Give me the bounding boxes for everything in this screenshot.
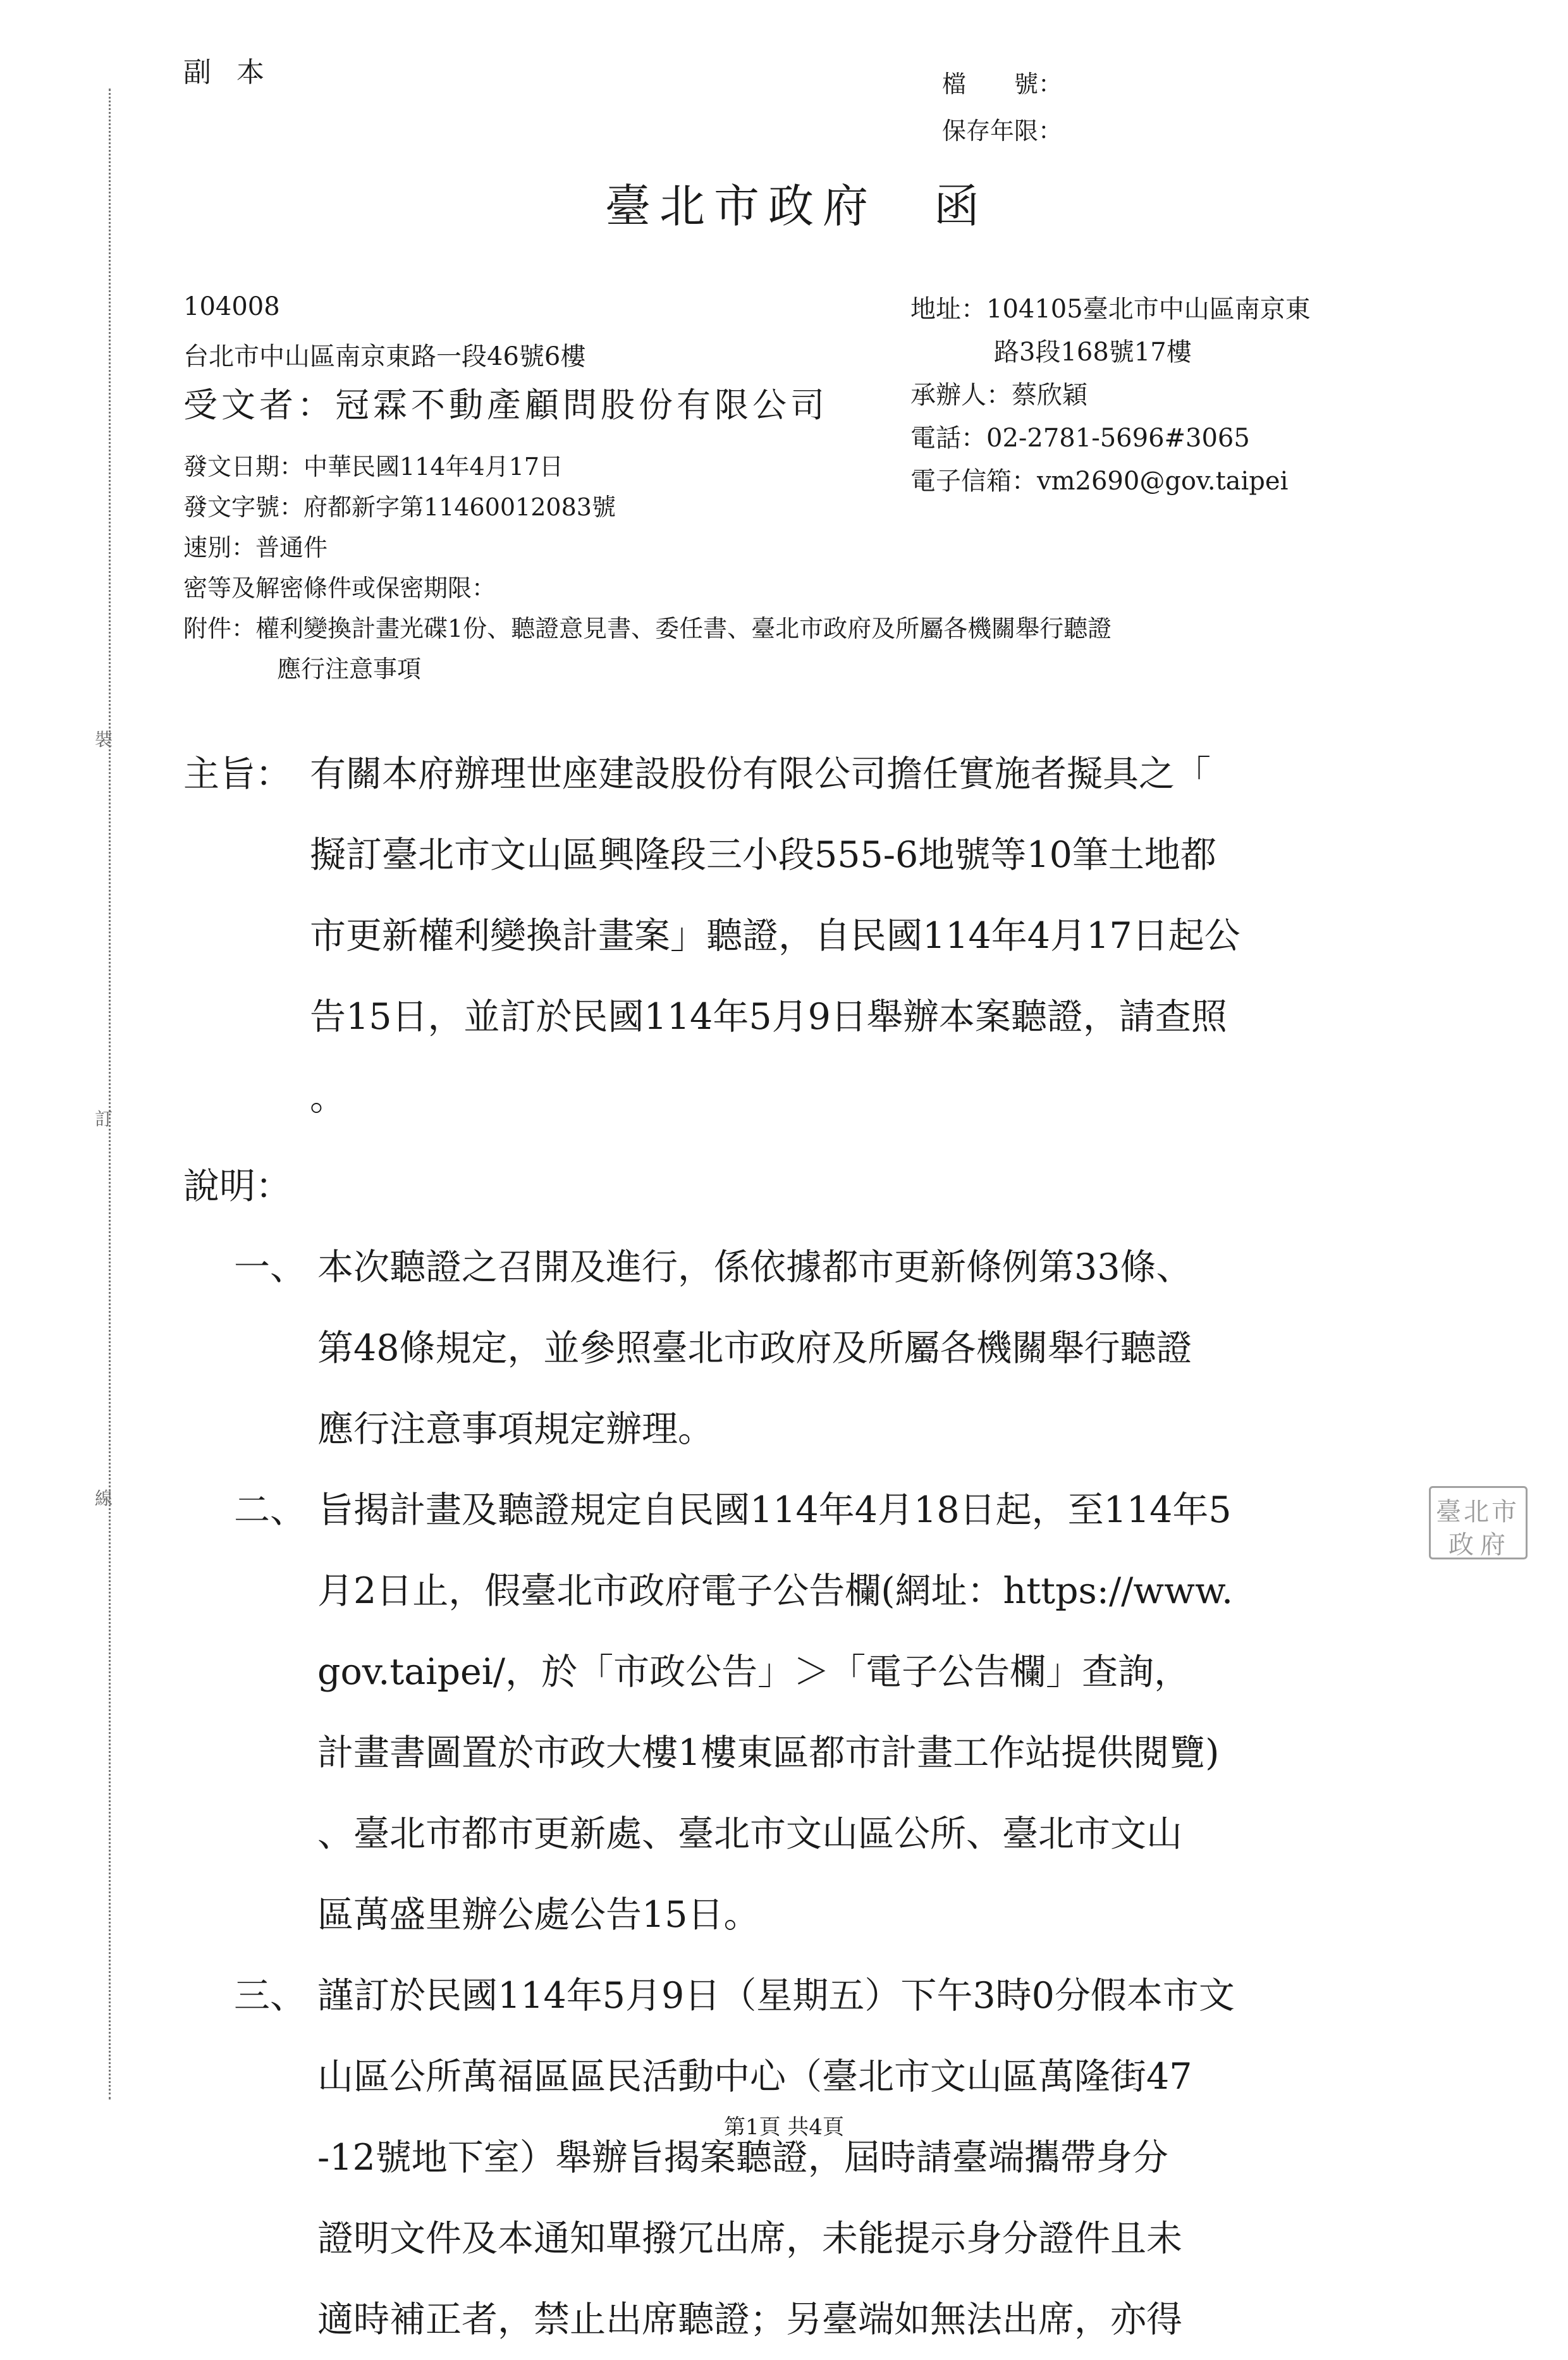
sender-handler: 承辦人：蔡欣穎 — [910, 381, 1087, 410]
sender-email: 電子信箱：vm2690@gov.taipei — [910, 467, 1289, 496]
item-number: 一、 — [234, 1246, 306, 1288]
item-line: 證明文件及本通知單撥冗出席，未能提示身分證件且未 — [317, 2218, 1182, 2259]
item-number: 二、 — [234, 1489, 306, 1531]
subject-label: 主旨： — [183, 753, 291, 795]
document-title — [0, 169, 1568, 235]
binding-mark-top: 裝 — [95, 729, 113, 750]
security-level: 密等及解密條件或保密期限： — [183, 574, 496, 602]
subject-line: 擬訂臺北市文山區興隆段三小段555-6地號等10筆土地都 — [310, 834, 1216, 876]
sender-address-line2: 路3段168號17樓 — [994, 338, 1192, 367]
item-line: -12號地下室）舉辦旨揭案聽證，屆時請臺端攜帶身分 — [317, 2137, 1168, 2179]
item-line: 區萬盛里辦公處公告15日。 — [317, 1894, 760, 1936]
document-meta — [183, 446, 1112, 689]
item-number: 三、 — [234, 1975, 306, 2017]
sender-address-line1: 地址：104105臺北市中山區南京東 — [910, 295, 1311, 324]
retention-label: 保存年限： — [942, 117, 1063, 145]
subject-text — [183, 734, 1397, 1138]
stamp-char: 臺 — [1436, 1497, 1461, 1527]
subject-line: 市更新權利變換計畫案」聽證，自民國114年4月17日起公 — [310, 915, 1240, 957]
item-line: 第48條規定，並參照臺北市政府及所屬各機關舉行聽證 — [317, 1327, 1192, 1369]
binding-mark-bottom: 線 — [95, 1488, 113, 1509]
speed-class: 速別：普通件 — [183, 534, 328, 562]
item-line: 本次聽證之召開及進行，係依據都市更新條例第33條、 — [317, 1246, 1192, 1288]
item-line: 謹訂於民國114年5月9日（星期五）下午3時0分假本市文 — [317, 1975, 1235, 2017]
explanation-item-3 — [183, 1955, 1397, 2360]
binding-line — [109, 89, 111, 2099]
item-line: 計畫書圖置於市政大樓1樓東區都市計畫工作站提供閱覽) — [317, 1732, 1220, 1774]
binding-mark-middle: 訂 — [95, 1109, 113, 1129]
stamp-char: 北 — [1464, 1497, 1489, 1527]
attachments-line2: 應行注意事項 — [277, 655, 422, 683]
stamp-char: 市 — [1491, 1497, 1517, 1527]
issue-date: 發文日期：中華民國114年4月17日 — [183, 453, 564, 481]
item-line: 月2日止，假臺北市政府電子公告欄(網址：https://www. — [317, 1570, 1234, 1612]
subject-line: 。 — [310, 1077, 346, 1119]
issuing-organization: 臺北市政府 — [604, 180, 877, 233]
archive-number-label: 檔 號： — [942, 70, 1063, 98]
explanation-item-1 — [183, 1227, 1397, 1470]
attachments-line1: 附件：權利變換計畫光碟1份、聽證意見書、委任書、臺北市政府及所屬各機關舉行聽證 — [183, 615, 1112, 642]
copy-label: 副本 — [183, 56, 290, 89]
explanation-item-2 — [183, 1470, 1397, 1955]
item-line: gov.taipei/，於「市政公告」＞「電子公告欄」查詢， — [317, 1651, 1191, 1693]
stamp-char: 府 — [1480, 1530, 1505, 1559]
official-seal-stamp — [1429, 1486, 1528, 1559]
recipient-address: 台北市中山區南京東路一段46號6樓 — [183, 342, 586, 371]
recipient-zip: 104008 — [183, 292, 280, 321]
item-line: 、臺北市都市更新處、臺北市文山區公所、臺北市文山 — [317, 1813, 1182, 1855]
item-line: 旨揭計畫及聽證規定自民國114年4月18日起，至114年5 — [317, 1489, 1232, 1531]
recipient-name: 受文者：冠霖不動產顧問股份有限公司 — [183, 385, 828, 425]
subject-line: 有關本府辦理世座建設股份有限公司擔任實施者擬具之「 — [310, 753, 1211, 795]
item-line: 適時補正者，禁止出席聽證；另臺端如無法出席，亦得 — [317, 2299, 1182, 2340]
sender-phone: 電話：02-2781-5696#3065 — [910, 424, 1250, 453]
document-type: 函 — [934, 180, 989, 233]
item-line: 山區公所萬福區區民活動中心（臺北市文山區萬隆街47 — [317, 2056, 1192, 2098]
subject-section — [183, 734, 1397, 1138]
subject-line: 告15日，並訂於民國114年5月9日舉辦本案聽證，請查照 — [310, 996, 1227, 1038]
item-line: 應行注意事項規定辦理。 — [317, 1408, 714, 1450]
document-number: 發文字號：府都新字第11460012083號 — [183, 493, 616, 521]
stamp-char: 政 — [1449, 1530, 1474, 1559]
archive-info — [942, 61, 1062, 154]
page-number: 第1頁 共4頁 — [723, 2115, 845, 2140]
explanation-label: 說明： — [183, 1165, 291, 1207]
